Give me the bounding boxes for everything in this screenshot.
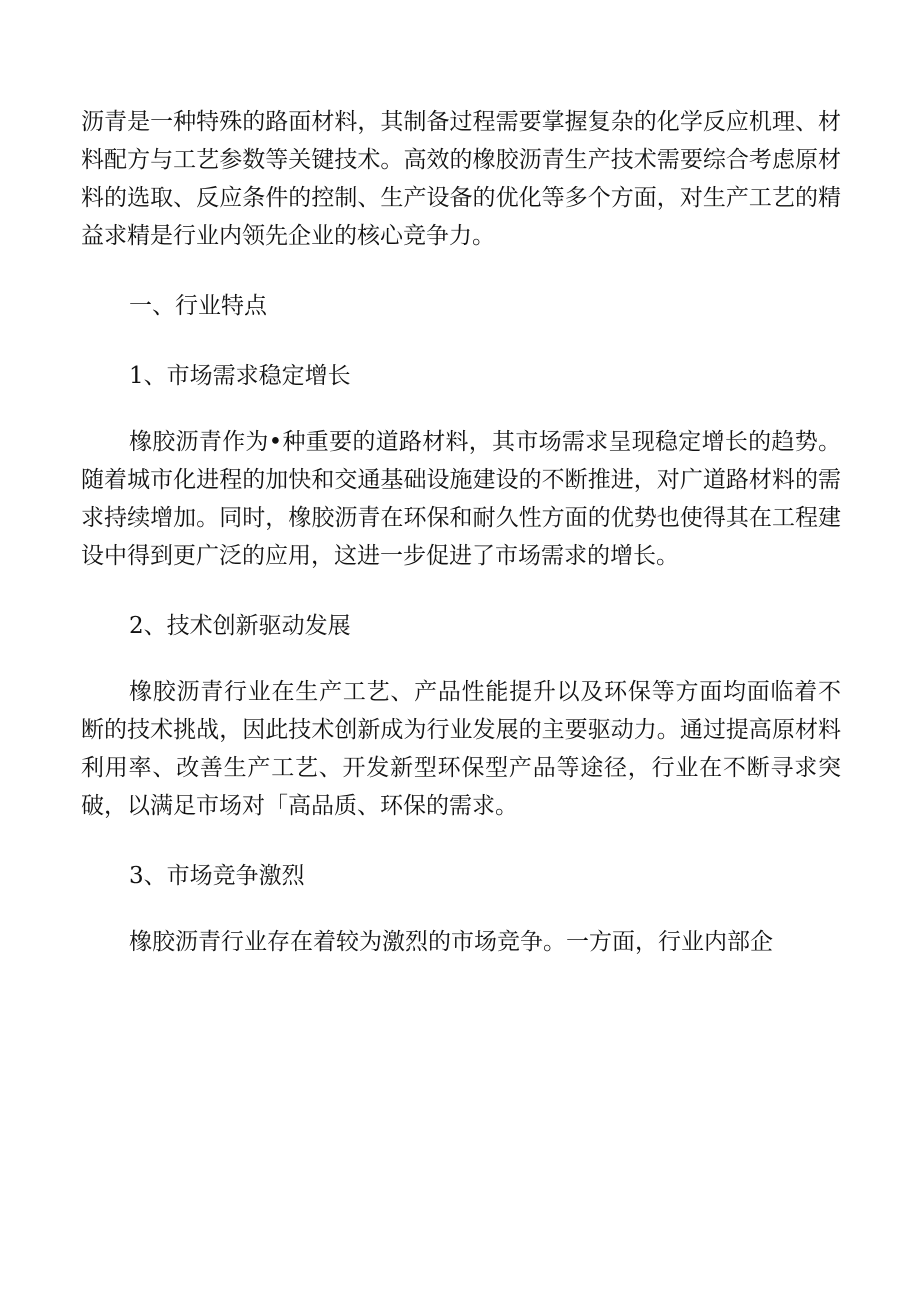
- subsection-title-1: 1、市场需求稳定增长: [129, 363, 351, 389]
- section-heading: 一、行业特点: [129, 293, 267, 319]
- subsection-body-2: 橡胶沥青行业在生产工艺、产品性能提升以及环保等方面均面临着不断的技术挑战，因此技术创新成为行业发展的主要驱动力。通过提高原材料利用率、改善生产工艺、开发新型环保型产品等途径，行业在不断寻求突破，以满足市场对「高品质、环保的需求。: [81, 679, 841, 819]
- subsection-body-1: 橡胶沥青作为•种重要的道路材料，其市场需求呈现稳定增长的趋势。随着城市化进程的加快和交通基础设施建设的不断推进，对广道路材料的需求持续增加。同时，橡胶沥青在环保和耐久性方面的优势也使得其在工程建设中得到更广泛的应用，这进一步促进了市场需求的增长。: [81, 429, 841, 569]
- intro-paragraph: 沥青是一种特殊的路面材料，其制备过程需要掌握复杂的化学反应机理、材料配方与工艺参数等关键技术。高效的橡胶沥青生产技术需要综合考虑原材料的选取、反应条件的控制、生产设备的优化等多个方面，对生产工艺的精益求精是行业内领先企业的核心竞争力。: [81, 109, 841, 249]
- document-body: [81, 103, 841, 961]
- subsection-title-3: 3、市场竞争激烈: [129, 863, 305, 889]
- subsection-title-2: 2、技术创新驱动发展: [129, 613, 351, 639]
- subsection-body-3: 橡胶沥青行业存在着较为激烈的市场竞争。一方面，行业内部企: [129, 929, 773, 955]
